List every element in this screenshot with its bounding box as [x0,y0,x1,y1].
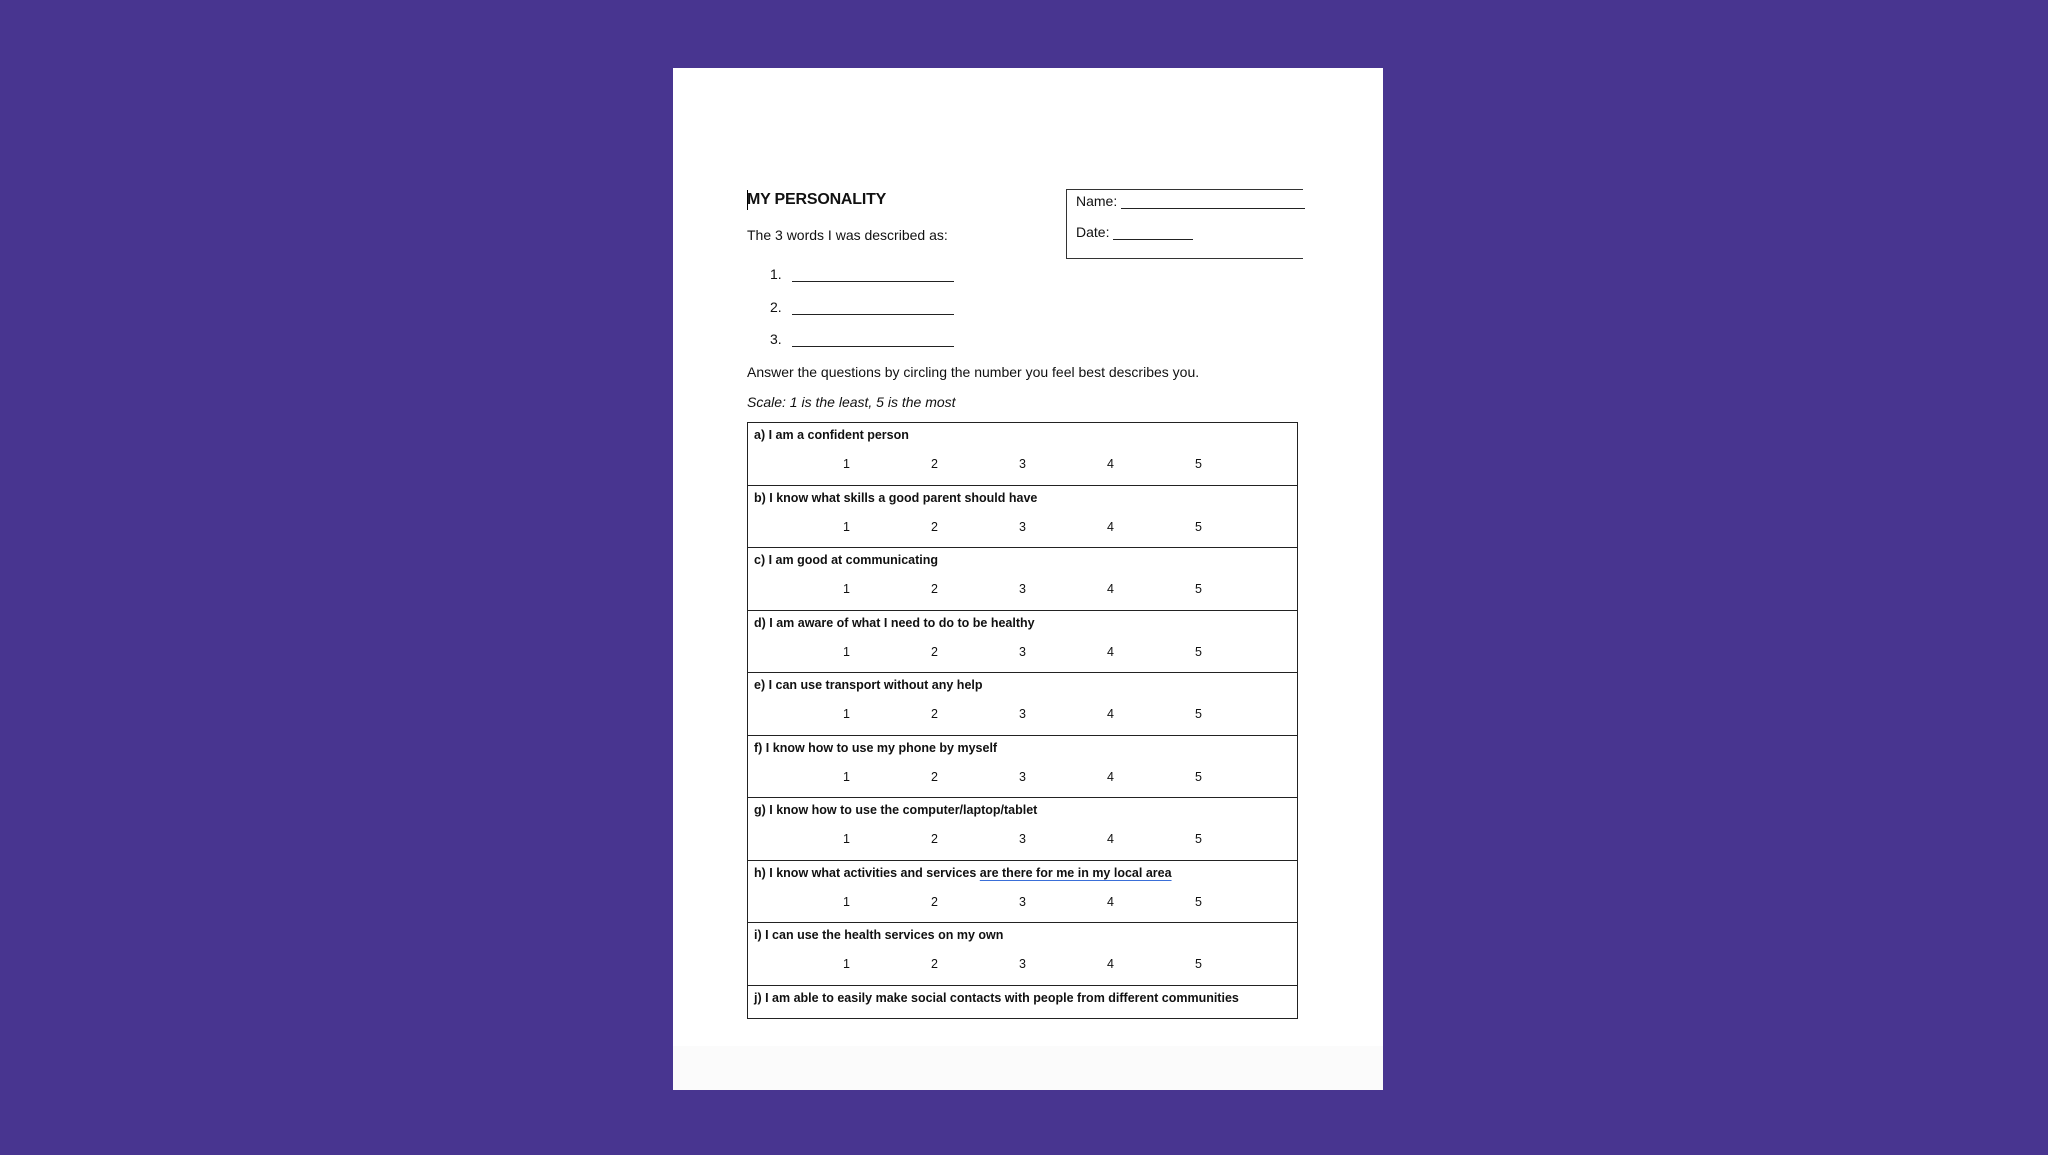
rating-option[interactable]: 5 [1195,707,1202,721]
word-item [770,266,954,299]
rating-option[interactable]: 1 [843,769,850,784]
rating-scale [748,645,1297,661]
question-text[interactable]: f) I know how to use my phone by myself [754,740,998,755]
question-text-underlined[interactable]: are there for me in my local area [979,865,1172,880]
rating-option[interactable]: 1 [843,707,850,721]
rating-option[interactable]: 2 [931,519,938,534]
rating-option[interactable]: 5 [1195,832,1202,846]
intro-text[interactable]: The 3 words I was described as: [747,227,948,243]
rating-option[interactable]: 3 [1019,457,1026,471]
rating-option[interactable]: 1 [843,894,850,909]
rating-scale [748,582,1297,598]
described-words-list [770,266,954,364]
rating-option[interactable]: 5 [1195,769,1202,784]
name-date-box [1066,189,1303,259]
rating-option[interactable]: 4 [1107,519,1114,534]
rating-scale [748,520,1297,536]
name-blank-line[interactable] [1121,194,1305,209]
question-row [748,423,1297,486]
rating-option[interactable]: 3 [1019,894,1026,909]
document-page [673,68,1383,1090]
rating-option[interactable]: 3 [1019,769,1026,784]
rating-option[interactable]: 4 [1107,582,1114,596]
question-row [748,923,1297,986]
rating-option[interactable]: 4 [1107,957,1114,971]
name-label: Name: [1076,193,1118,209]
rating-option[interactable]: 4 [1107,832,1114,846]
question-row [748,548,1297,611]
rating-option[interactable]: 1 [843,582,850,596]
rating-scale [748,770,1297,786]
question-text-plain: h) I know what activities and services [754,865,980,880]
rating-option[interactable]: 2 [931,769,938,784]
date-row [1076,224,1193,240]
rating-option[interactable]: 2 [931,832,938,846]
question-text[interactable]: g) I know how to use the computer/laptop/tablet [754,803,1038,817]
rating-option[interactable]: 5 [1195,582,1202,596]
question-text[interactable]: c) I am good at communicating [754,553,939,567]
rating-option[interactable]: 2 [931,457,938,471]
rating-option[interactable]: 4 [1107,707,1114,721]
rating-scale [748,707,1297,723]
question-text[interactable]: a) I am a confident person [754,428,909,442]
rating-scale [748,895,1297,911]
rating-option[interactable]: 3 [1019,832,1026,846]
question-text[interactable] [754,866,1172,880]
rating-option[interactable]: 2 [931,957,938,971]
word-number: 1. [770,266,782,282]
question-row [748,486,1297,549]
rating-option[interactable]: 5 [1195,894,1202,909]
questions-table [747,422,1298,1019]
rating-scale [748,457,1297,473]
rating-scale [748,957,1297,973]
date-label: Date: [1076,224,1110,240]
rating-scale [748,832,1297,848]
rating-option[interactable]: 4 [1107,769,1114,784]
rating-option[interactable]: 4 [1107,894,1114,909]
rating-option[interactable]: 3 [1019,582,1026,596]
word-blank-line[interactable] [792,266,954,282]
question-text[interactable]: e) I can use transport without any help [754,678,983,692]
word-blank-line[interactable] [792,331,954,347]
rating-option[interactable]: 2 [931,644,938,659]
scale-note[interactable]: Scale: 1 is the least, 5 is the most [747,394,956,410]
rating-option[interactable]: 1 [843,457,850,471]
name-row [1076,193,1305,209]
rating-option[interactable]: 3 [1019,519,1026,534]
rating-option[interactable]: 4 [1107,457,1114,471]
question-row [748,986,1297,1018]
question-row [748,798,1297,861]
question-row [748,736,1297,799]
rating-option[interactable]: 1 [843,644,850,659]
word-blank-line[interactable] [792,299,954,315]
question-text[interactable]: b) I know what skills a good parent should have [754,490,1038,505]
rating-option[interactable]: 5 [1195,519,1202,534]
word-number: 3. [770,331,782,347]
rating-option[interactable]: 2 [931,707,938,721]
rating-option[interactable]: 5 [1195,957,1202,971]
rating-option[interactable]: 4 [1107,644,1114,659]
date-blank-line[interactable] [1113,225,1193,240]
instruction-text[interactable]: Answer the questions by circling the number you feel best describes you. [747,364,1200,380]
question-text[interactable]: j) I am able to easily make social contacts with people from different communities [754,990,1239,1005]
page-footer-area [673,1046,1383,1090]
question-row [748,861,1297,924]
rating-option[interactable]: 5 [1195,644,1202,659]
rating-option[interactable]: 2 [931,894,938,909]
rating-option[interactable]: 1 [843,832,850,846]
rating-option[interactable]: 1 [843,519,850,534]
question-row [748,611,1297,674]
rating-option[interactable]: 5 [1195,457,1202,471]
question-text[interactable]: i) I can use the health services on my own [754,928,1004,942]
rating-option[interactable]: 2 [931,582,938,596]
question-text[interactable]: d) I am aware of what I need to do to be healthy [754,615,1035,630]
word-item [770,299,954,332]
rating-option[interactable]: 3 [1019,707,1026,721]
rating-option[interactable]: 3 [1019,957,1026,971]
rating-option[interactable]: 1 [843,957,850,971]
rating-option[interactable]: 3 [1019,644,1026,659]
word-number: 2. [770,298,782,315]
document-title[interactable]: MY PERSONALITY [747,191,887,208]
word-item [770,331,954,364]
question-row [748,673,1297,736]
